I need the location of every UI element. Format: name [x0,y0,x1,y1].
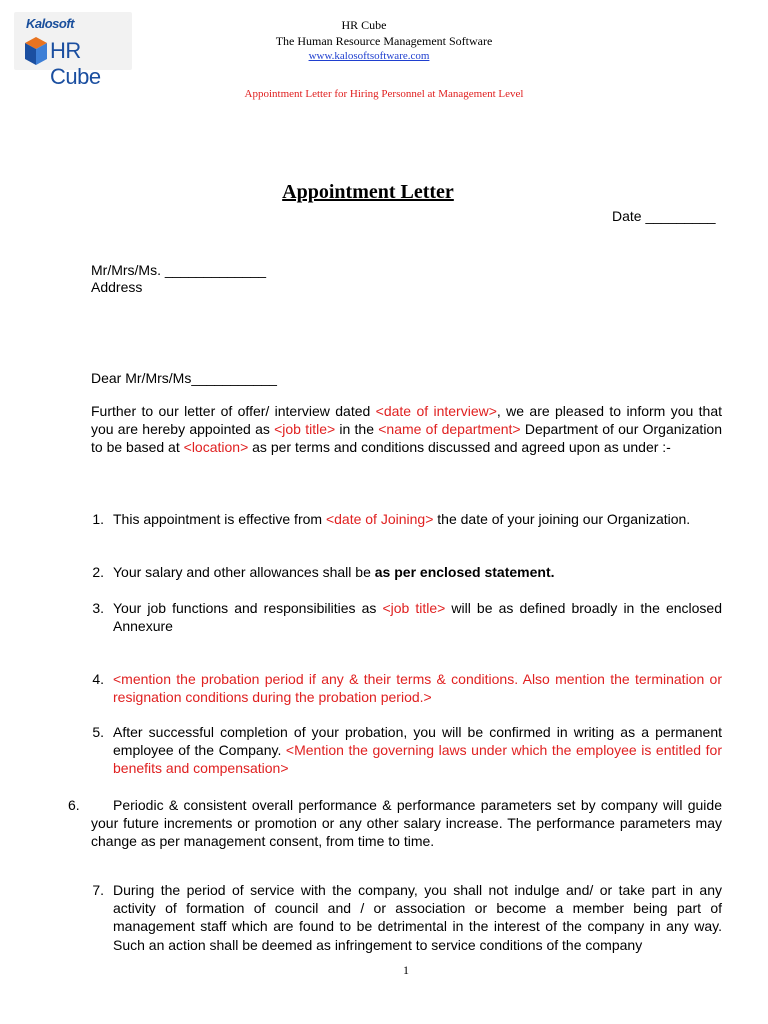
list-item [113,599,722,635]
logo-product-text: HR Cube [50,38,101,89]
placeholder-location: <location> [183,439,249,456]
list-item [113,881,722,954]
recipient-address: Address [91,279,143,295]
list-item [91,796,722,851]
item-text: the date of your joining our Organization. [433,511,691,527]
item-text: Periodic & consistent overall performance & performance parameters set by company will guide your future increments or promotion or any other salary increase. The performance parameters may change as per management consent, from time to time. [91,797,722,850]
item-text: will be as defined broadly in the enclosed Annexure [113,600,722,635]
item-number: 7. [92,882,104,898]
recipient-name-line: Mr/Mrs/Ms. _____________ [91,262,267,278]
header-tagline: The Human Resource Management Software [275,34,493,48]
item-number: 6. [68,797,80,813]
dear-line: Dear Mr/Mrs/Ms___________ [91,370,277,386]
list-item [113,670,722,706]
intro-paragraph [91,402,722,457]
intro-text: as per terms and conditions discussed and agreed upon as under :- [248,439,671,456]
placeholder-governing-laws: <Mention the governing laws under which the employee is entitled for benefits and compensation> [113,742,722,777]
header-title: HR Cube [341,18,387,32]
placeholder-date-of-joining: <date of Joining> [325,511,434,527]
placeholder-department: <name of department> [378,421,521,438]
item-number: 4. [92,671,104,687]
list-item [113,510,722,528]
logo-brand-text: Kalosoft [26,16,74,31]
item-text: During the period of service with the company, you shall not indulge and/ or take part in any activity of formation of council and / or association or become a member being part of management staff which are found to be detrimental in the interest of the company in any way. Such an action shall be deemed as infringement to service conditions of the company [113,882,722,953]
item-text: After successful completion of your probation, you will be confirmed in writing as a permanent employee of the Company. [113,724,722,759]
intro-text: Department of our Organization to be based at [91,421,722,456]
list-item [113,563,722,581]
placeholder-job-title: <job title> [382,600,446,616]
document-subtitle: Appointment Letter for Hiring Personnel at Management Level [244,88,524,100]
list-item [113,723,722,778]
intro-text: Further to our letter of offer/ interview dated [91,403,376,419]
document-title: Appointment Letter [282,181,454,203]
item-text: This appointment is effective from [113,511,326,527]
item-number: 3. [92,600,104,616]
page-number: 1 [403,963,409,977]
placeholder-probation-terms: <mention the probation period if any & their terms & conditions. Also mention the termination or resignation conditions during the probation period.> [113,671,722,706]
salary-emphasis: as per enclosed statement. [374,564,555,580]
item-text: Your job functions and responsibilities as [113,600,383,616]
placeholder-date-of-interview: <date of interview> [375,403,497,419]
intro-text: in the [335,421,379,438]
item-number: 2. [92,564,104,580]
header-url-link[interactable]: www.kalosoftsoftware.com [308,50,430,62]
date-line: Date _________ [612,208,716,224]
item-text: Your salary and other allowances shall be [113,564,375,580]
item-number: 5. [92,724,104,740]
placeholder-job-title: <job title> [274,421,336,438]
item-number: 1. [92,511,104,527]
intro-text: , we are pleased to inform you that you are hereby appointed as [91,403,722,438]
